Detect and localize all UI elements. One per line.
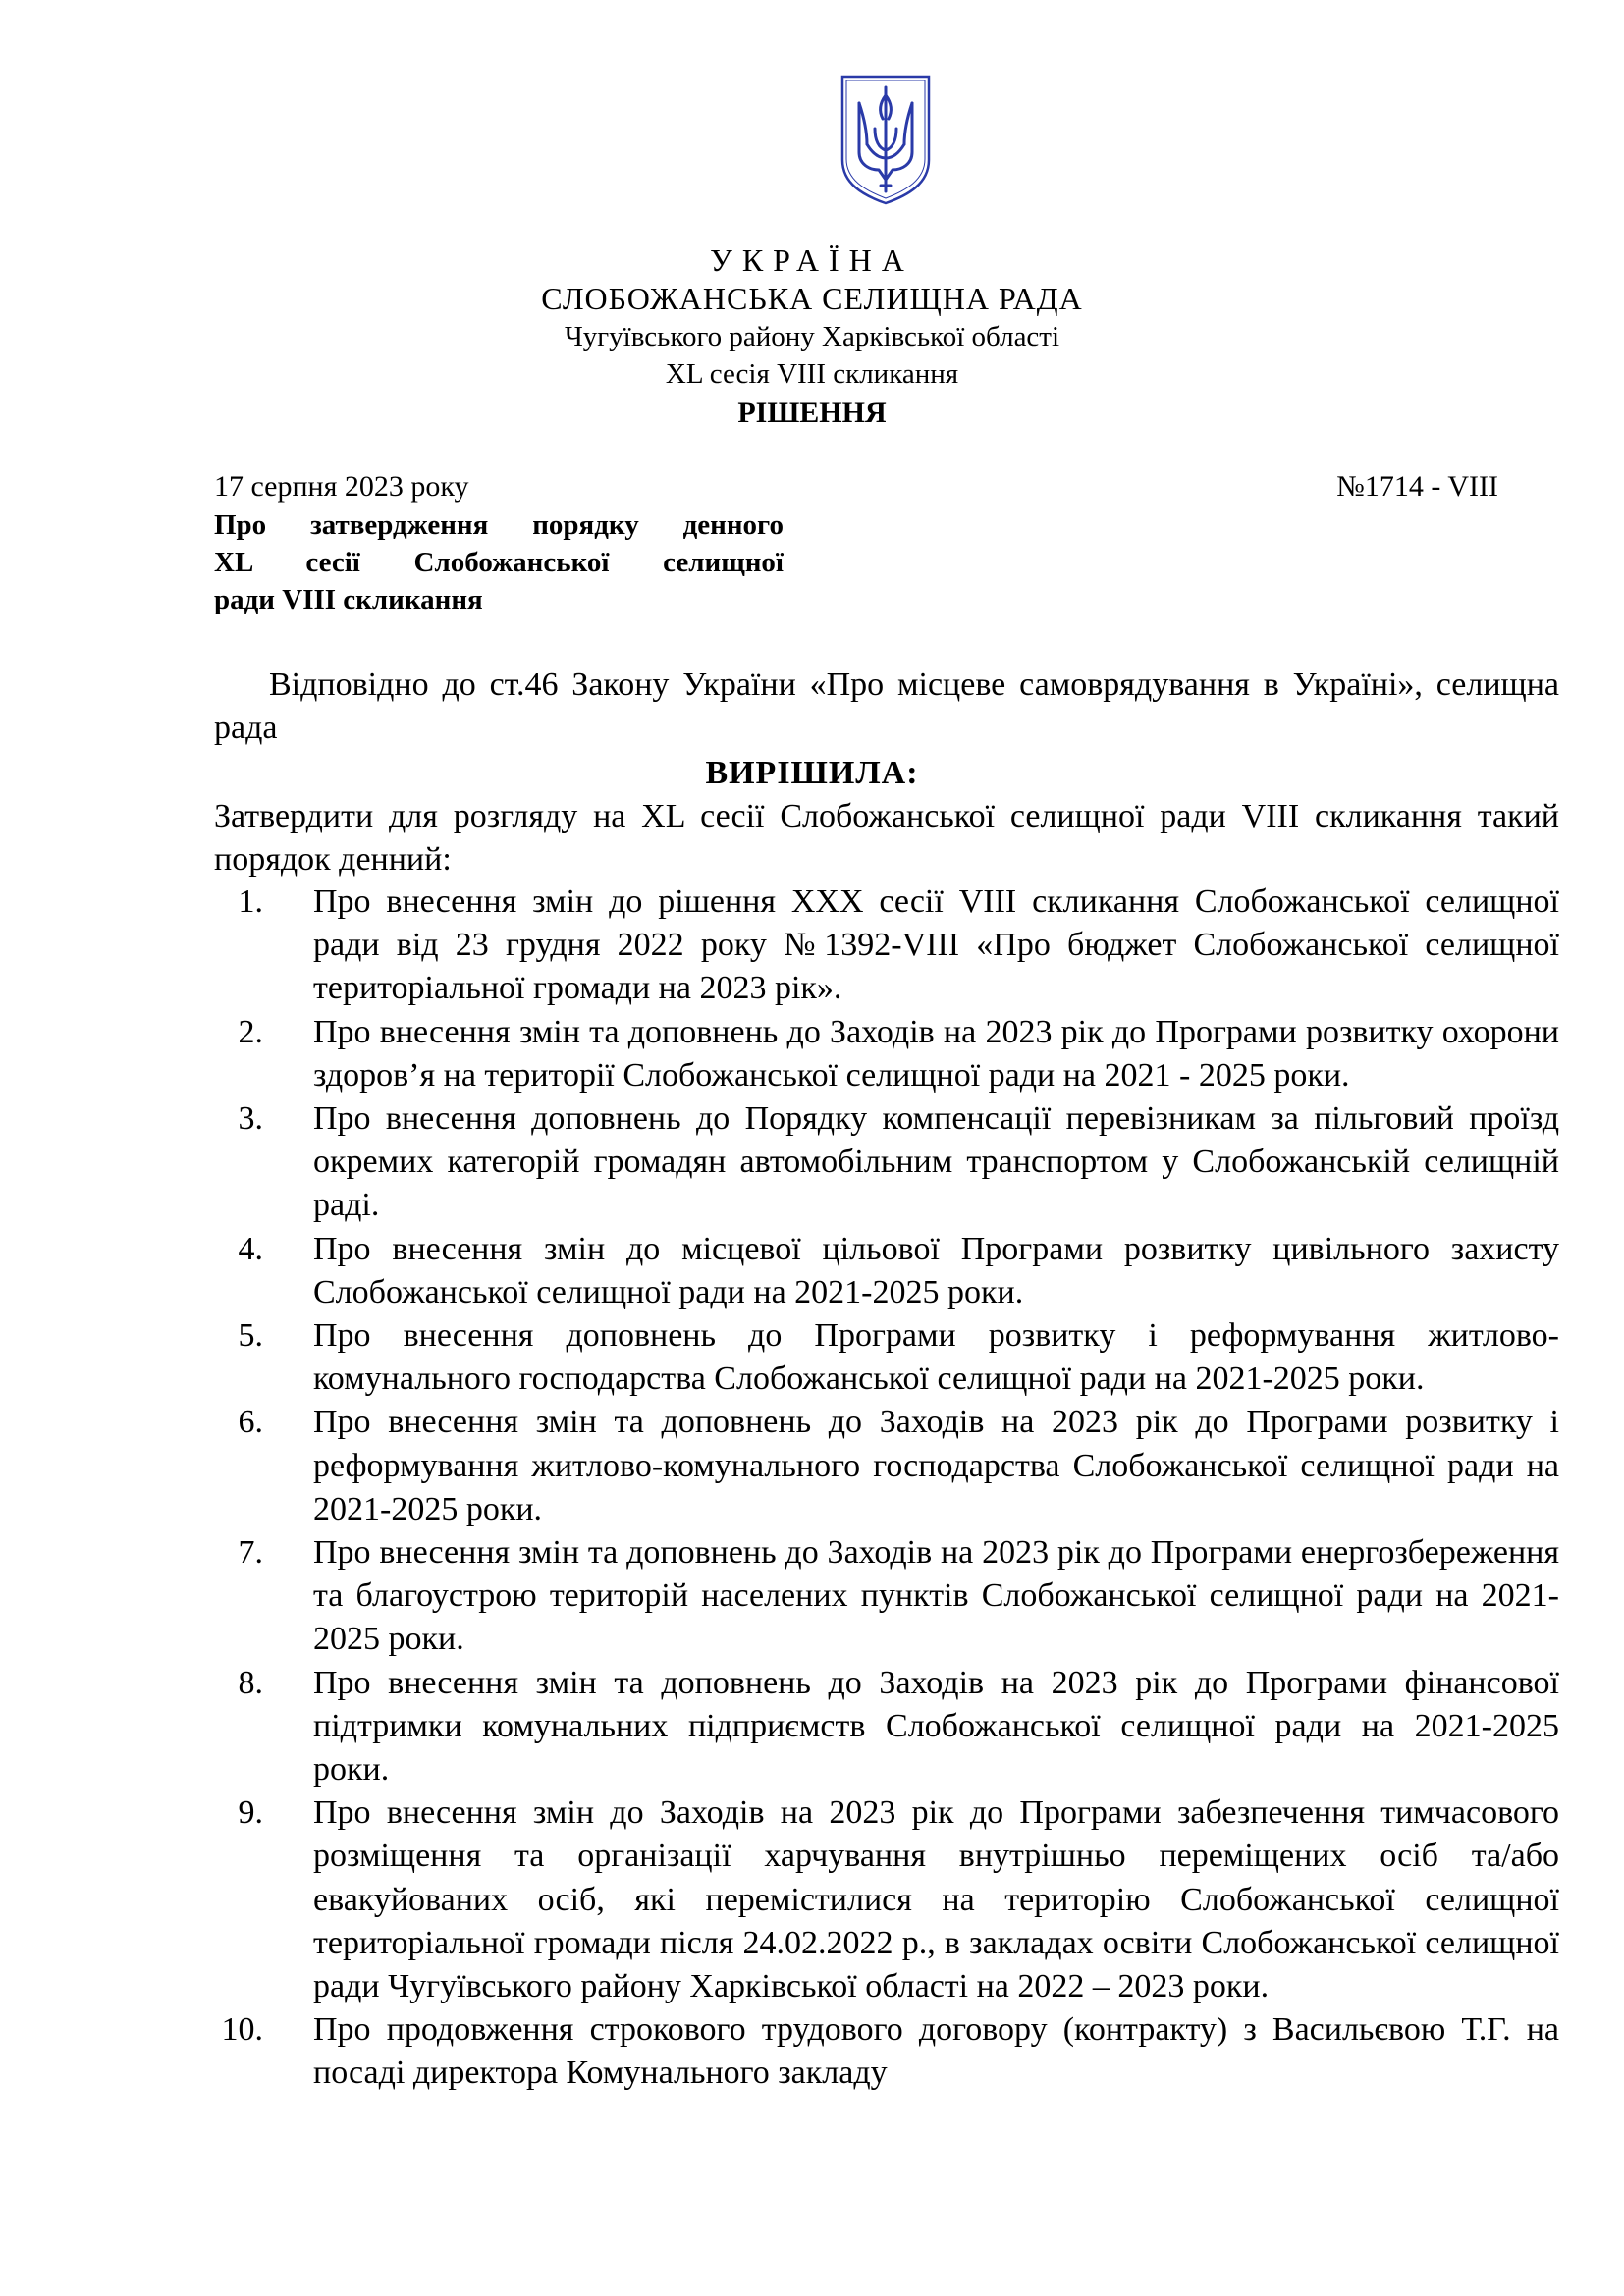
agenda-item-text: Про внесення доповнень до Порядку компенсації перевізникам за пільговий проїзд окремих категорій громадян автомобільним транспортом у Слобожанській селищній раді. xyxy=(313,1100,1559,1224)
coat-of-arms-icon xyxy=(839,74,932,206)
agenda-item-text: Про внесення змін та доповнень до Заходів на 2023 рік до Програми розвитку охорони здоров’я на території Слобожанської селищної ради на 2021 - 2025 роки. xyxy=(313,1013,1559,1094)
agenda-item xyxy=(214,1097,1559,1228)
decision-number: №1714 - VIII xyxy=(1336,470,1498,503)
subject-line: ради VIII скликання xyxy=(214,584,483,615)
header-country: УКРАЇНА xyxy=(710,242,914,278)
agenda-item-number: 3. xyxy=(238,1100,263,1138)
agenda-item-text: Про продовження строкового трудового договору (контракту) з Васильєвою Т.Г. на посаді директора Комунального закладу xyxy=(313,2011,1559,2092)
agenda-item-number: 2. xyxy=(238,1013,263,1050)
agenda-item xyxy=(214,1791,1559,2008)
agenda-item-text: Про внесення змін до місцевої цільової Програми розвитку цивільного захисту Слобожанської селищної ради на 2021-2025 роки. xyxy=(313,1230,1559,1310)
agenda-item xyxy=(214,1401,1559,1531)
agenda-item xyxy=(214,2008,1559,2095)
agenda-item-number: 7. xyxy=(238,1534,263,1572)
subject-line: XL сесії Слобожанської селищної xyxy=(214,547,784,578)
agenda-item-text: Про внесення змін та доповнень до Заходів на 2023 рік до Програми енергозбереження та благоустрою територій населених пунктів Слобожанської селищної ради на 2021-2025 роки. xyxy=(313,1534,1559,1658)
agenda-list xyxy=(214,881,1559,2096)
agenda-item-text: Про внесення змін та доповнень до Заходів на 2023 рік до Програми розвитку і реформування житлово-комунального господарства Слобожанської селищної ради на 2021-2025 роки. xyxy=(313,1404,1559,1527)
header-council: СЛОБОЖАНСЬКА СЕЛИЩНА РАДА xyxy=(541,281,1083,316)
agenda-item-number: 1. xyxy=(238,883,263,920)
agenda-item xyxy=(214,1314,1559,1401)
agenda-item-text: Про внесення змін до Заходів на 2023 рік до Програми забезпечення тимчасового розміщення та організації харчування внутрішньо переміщених осіб та/або евакуйованих осіб, які перемістилися на територію Слобожанської селищної територіальної громади після 24.02.2022 р., в закладах освіти Слобожанської селищної ради Чугуївського району Харківської області на 2022 – 2023 роки. xyxy=(313,1794,1559,2005)
header-district: Чугуївського району Харківської області xyxy=(564,321,1060,352)
header-session: XL сесія VIII скликання xyxy=(665,358,959,390)
agenda-item-text: Про внесення змін та доповнень до Заходів на 2023 рік до Програми фінансової підтримки комунальних підприємств Слобожанської селищної ради на 2021-2025 роки. xyxy=(313,1664,1559,1789)
agenda-item xyxy=(214,1662,1559,1792)
agenda-item-number: 5. xyxy=(238,1317,263,1355)
decision-date: 17 серпня 2023 року xyxy=(214,470,469,503)
agenda-item-text: Про внесення доповнень до Програми розвитку і реформування житлово-комунального господарства Слобожанської селищної ради на 2021-2025 роки. xyxy=(313,1317,1559,1398)
resolved-heading: ВИРІШИЛА: xyxy=(705,755,919,791)
agenda-item-number: 10. xyxy=(221,2011,263,2049)
subject-line: Про затвердження порядку денного xyxy=(214,509,784,541)
decision-subject xyxy=(214,507,784,618)
agenda-item xyxy=(214,1011,1559,1097)
agenda-item-text: Про внесення змін до рішення XXX сесії VIII скликання Слобожанської селищної ради від 23 грудня 2022 року №1392-VIII «Про бюджет Слобожанської селищної територіальної громади на 2023 рік». xyxy=(313,883,1559,1007)
approve-paragraph: Затвердити для розгляду на XL сесії Слобожанської селищної ради VIII скликання такий порядок денний: xyxy=(214,798,1559,878)
agenda-item xyxy=(214,1228,1559,1314)
agenda-item-number: 9. xyxy=(238,1794,263,1832)
document-type: РІШЕННЯ xyxy=(737,397,887,429)
intro-paragraph: Відповідно до ст.46 Закону України «Про місцеве самоврядування в Україні», селищна рада xyxy=(214,667,1559,746)
agenda-item-number: 8. xyxy=(238,1664,263,1701)
agenda-item xyxy=(214,881,1559,1011)
agenda-item-number: 6. xyxy=(238,1404,263,1441)
agenda-item-number: 4. xyxy=(238,1230,263,1267)
agenda-item xyxy=(214,1531,1559,1662)
